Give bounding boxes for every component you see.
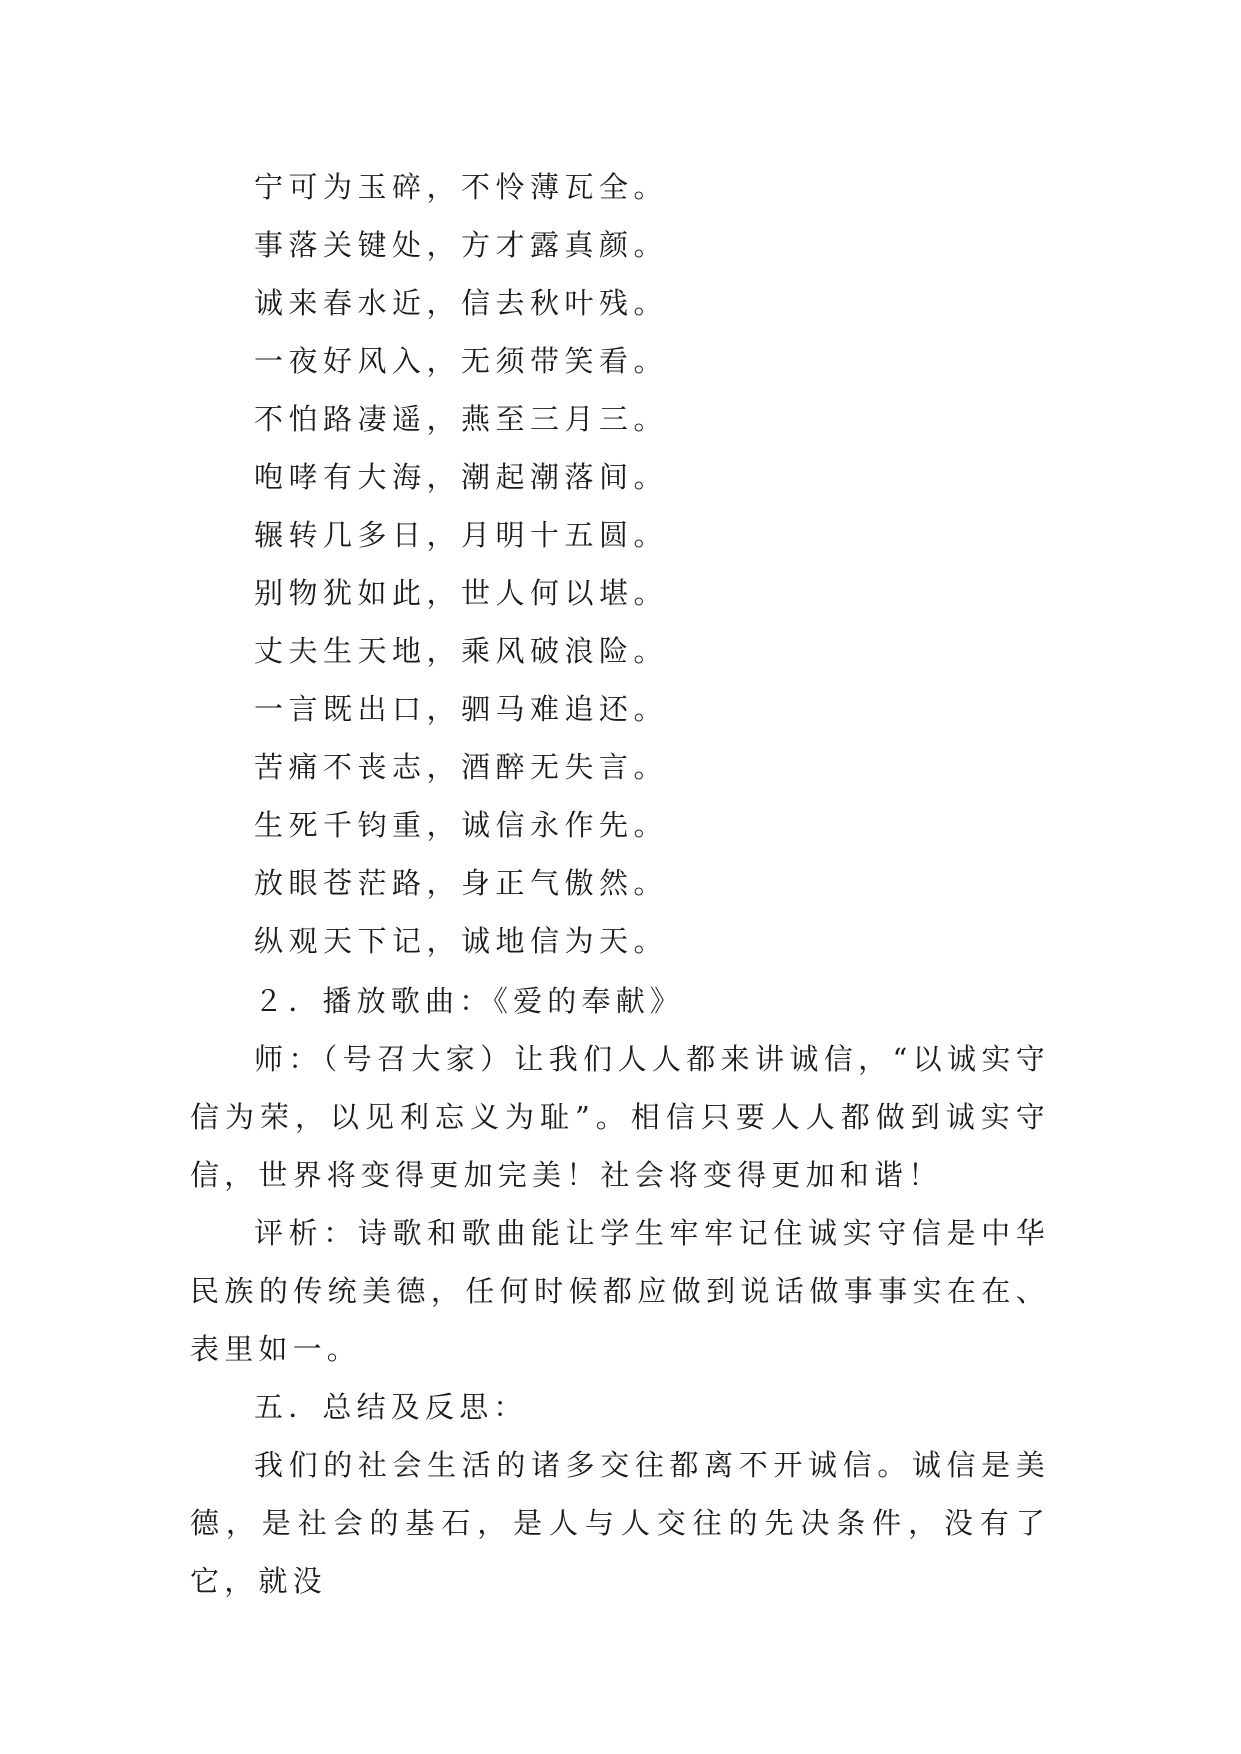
poem-line: 纵观天下记，诚地信为天。 <box>254 924 669 958</box>
poem-line: 一言既出口，驷马难追还。 <box>254 692 669 726</box>
poem-line: 放眼苍茫路，身正气傲然。 <box>254 866 669 900</box>
poem-line: 辗转几多日，月明十五圆。 <box>254 518 669 552</box>
poem-line: 生死千钧重，诚信永作先。 <box>254 808 669 842</box>
poem-line: 一夜好风入，无须带笑看。 <box>254 344 669 378</box>
poem-line: 事落关键处，方才露真颜。 <box>254 228 669 262</box>
poem-line: 诚来春水近，信去秋叶残。 <box>254 286 669 320</box>
poem-line: 咆哮有大海，潮起潮落间。 <box>254 460 669 494</box>
summary-paragraph: 我们的社会生活的诸多交往都离不开诚信。诚信是美德，是社会的基石，是人与人交往的先决条件，没有了它，就没 <box>190 1448 1050 1598</box>
poem <box>254 158 668 970</box>
comment-paragraph: 评析：诗歌和歌曲能让学生牢牢记住诚实守信是中华民族的传统美德，任何时候都应做到说话做事事实在在、表里如一。 <box>190 1216 1050 1366</box>
poem-line: 别物犹如此，世人何以堪。 <box>254 576 669 610</box>
teacher-paragraph: 师：（号召大家）让我们人人都来讲诚信，“以诚实守信为荣，以见利忘义为耻”。相信只要人人都做到诚实守信，世界将变得更加完美！社会将变得更加和谐！ <box>190 1042 1050 1192</box>
poem-line: 丈夫生天地，乘风破浪险。 <box>254 634 669 668</box>
song-item: ２．播放歌曲：《爱的奉献》 <box>254 984 685 1018</box>
poem-line: 不怕路凄遥，燕至三月三。 <box>254 402 669 436</box>
poem-line: 宁可为玉碎，不怜薄瓦全。 <box>254 170 669 204</box>
poem-line: 苦痛不丧志，酒醉无失言。 <box>254 750 669 784</box>
summary-heading: 五．总结及反思： <box>254 1390 528 1424</box>
